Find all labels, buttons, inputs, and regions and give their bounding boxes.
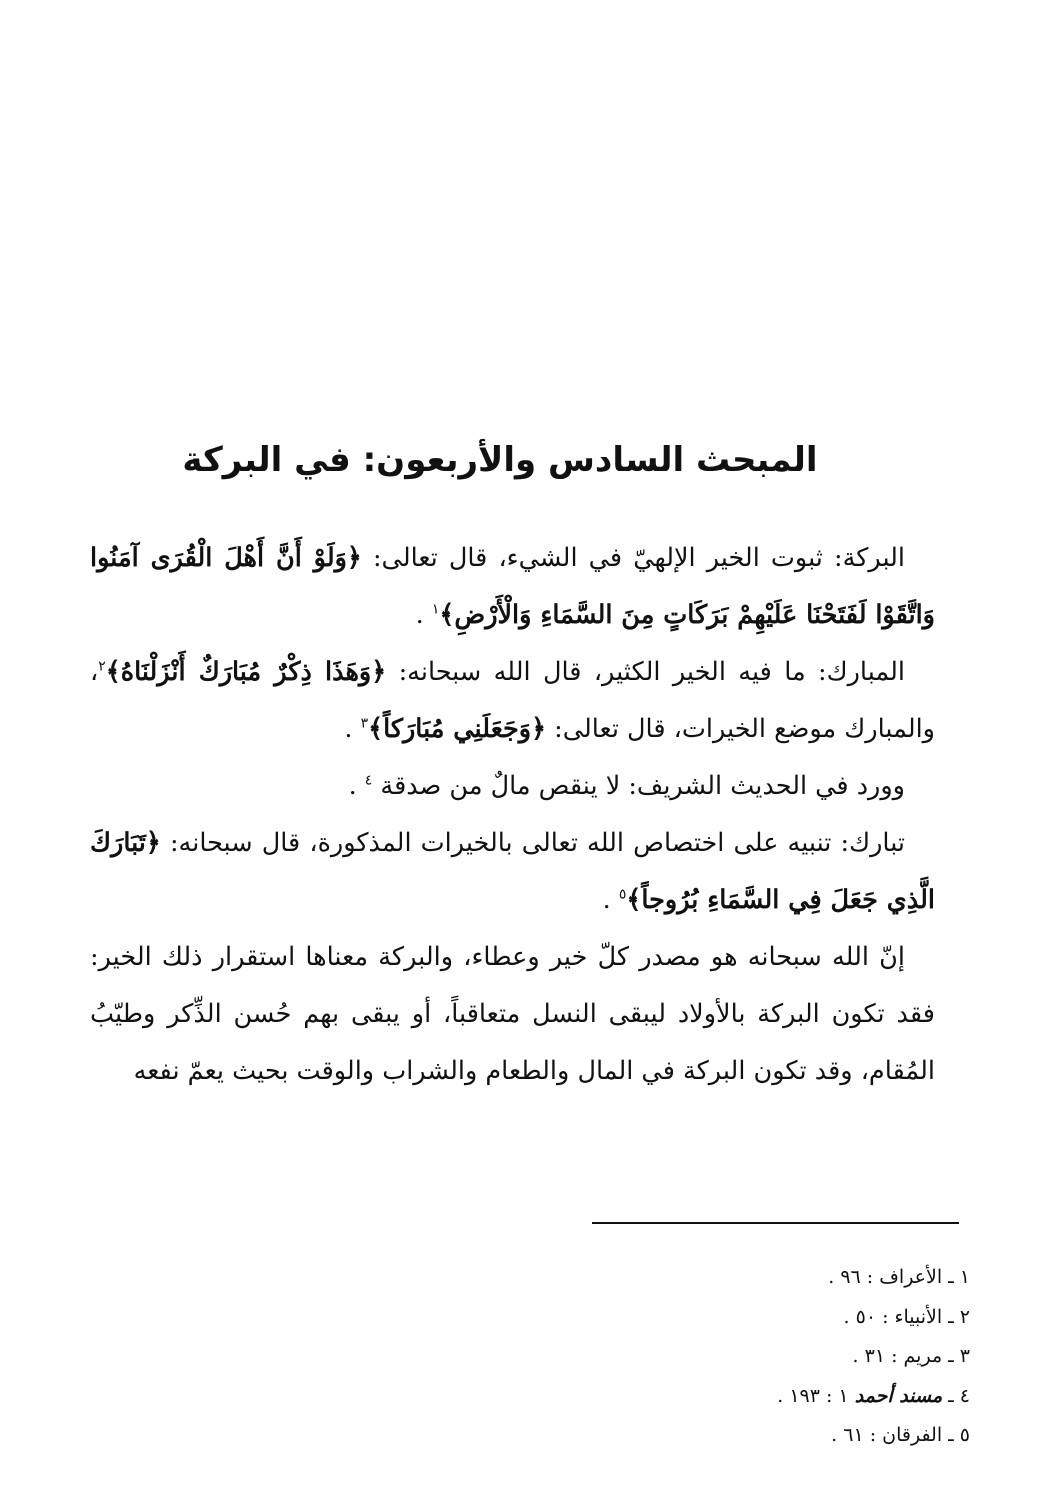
footnote-text: ١ : ١٩٣ .	[777, 1384, 849, 1407]
paragraph-text: .	[344, 714, 361, 744]
quran-verse: ﴿وَهَذَا ذِكْرٌ مُبَارَكٌ أَنْزَلْنَاهُ﴾	[105, 657, 387, 687]
paragraph-text: .	[348, 771, 365, 801]
quran-verse: ﴿وَجَعَلَنِي مُبَارَكاً﴾	[368, 714, 547, 744]
paragraph-text: .	[415, 600, 432, 630]
body-text	[90, 530, 935, 1100]
footnote-text: الفرقان : ٦١ .	[831, 1424, 943, 1446]
paragraph-text: المبارك: ما فيه الخير الكثير، قال الله سبحانه:	[386, 657, 905, 687]
quran-verse: ﴿تَبَارَكَ الَّذِي جَعَلَ فِي السَّمَاءِ بُرُوجاً﴾	[90, 828, 935, 915]
footnote-ref: ٥	[618, 886, 627, 903]
quran-verse: ﴿وَلَوْ أَنَّ أَهْلَ الْقُرَى آمَنُوا وَاتَّقَوْا لَفَتَحْنَا عَلَيْهِمْ بَرَكَاتٍ مِنَ السَّمَاءِ وَالْأَرْضِ﴾	[90, 543, 935, 630]
footnote-ref: ١	[431, 601, 440, 618]
footnote-number: ١ ـ	[948, 1266, 970, 1288]
paragraph-barakah-definition	[90, 530, 935, 644]
footnote-text: الأنبياء : ٥٠ .	[843, 1305, 943, 1328]
footnote-text: مريم : ٣١ .	[852, 1345, 943, 1367]
paragraph-hadith	[90, 758, 935, 815]
paragraph-source-of-good	[90, 929, 935, 1100]
footnote-item	[500, 1377, 970, 1417]
footnotes	[500, 1258, 970, 1456]
footnote-source: مسند أحمد	[854, 1384, 943, 1407]
section-heading: المبحث السادس والأربعون: في البركة	[182, 440, 818, 480]
footnote-ref: ٤	[364, 772, 373, 789]
footnote-item	[500, 1258, 970, 1298]
paragraph-text: إنّ الله سبحانه هو مصدر كلّ خير وعطاء، والبركة معناها استقرار ذلك الخير: فقد تكون البركة بالأولاد ليبقى النسل متعاقباً، أو يبقى بهم حُسن الذِّكر وطيّبُ المُقام، وقد تكون البركة في المال والطعام والشراب والوقت بحيث يعمّ نفعه	[90, 942, 935, 1086]
footnote-divider	[592, 1222, 959, 1224]
footnote-text: الأعراف : ٩٦ .	[828, 1266, 943, 1288]
footnote-item	[500, 1416, 970, 1456]
footnote-ref: ٣	[360, 715, 369, 732]
paragraph-text: تبارك: تنبيه على اختصاص الله تعالى بالخيرات المذكورة، قال سبحانه:	[160, 828, 905, 858]
paragraph-text: ، والمبارك موضع الخيرات، قال تعالى:	[90, 657, 935, 744]
footnote-ref: ٢	[98, 658, 106, 675]
footnote-item	[500, 1298, 970, 1338]
footnote-number: ٥ ـ	[948, 1424, 970, 1446]
footnote-number: ٤ ـ	[948, 1384, 970, 1407]
paragraph-text: البركة: ثبوت الخير الإلهيّ في الشيء، قال تعالى:	[361, 543, 905, 573]
paragraph-tabarak	[90, 815, 935, 929]
paragraph-mubarak-definition	[90, 644, 935, 758]
paragraph-text: .	[602, 885, 619, 915]
footnote-number: ٣ ـ	[948, 1345, 970, 1367]
footnote-item	[500, 1337, 970, 1377]
paragraph-text: وورد في الحديث الشريف: لا ينقص مالٌ من صدقة	[372, 771, 905, 801]
footnote-number: ٢ ـ	[948, 1305, 970, 1328]
